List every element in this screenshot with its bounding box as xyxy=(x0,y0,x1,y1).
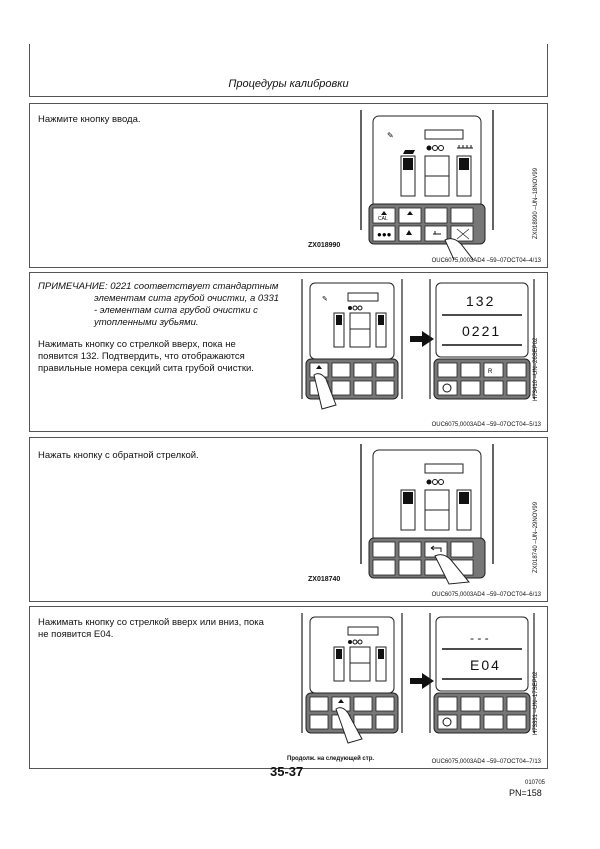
svg-text:✎: ✎ xyxy=(322,296,328,303)
figure-code: ZX018990 –UN–18NOV99 xyxy=(533,167,539,239)
figure-id: ZX018740 xyxy=(308,576,341,583)
ref-code: OUC6075,0003AD4 –59–07OCT04–5/13 xyxy=(431,422,541,428)
keypad-figure xyxy=(300,613,404,749)
page-header xyxy=(29,44,548,97)
note-line-4: утопленными зубьями. xyxy=(94,317,199,328)
figure-code: H73410 –UN–26SEP02 xyxy=(533,337,539,401)
display-top-value: - - - xyxy=(470,631,489,645)
note-text xyxy=(38,281,279,329)
step-line-1: Нажимать кнопку со стрелкой вверх или вниз, пока xyxy=(38,617,264,628)
step-enter-button xyxy=(29,103,548,268)
pn-number: PN=158 xyxy=(509,788,542,798)
svg-text:✎: ✎ xyxy=(387,131,394,140)
note-label: ПРИМЕЧАНИЕ: xyxy=(38,281,108,292)
svg-text:R: R xyxy=(488,369,493,375)
ref-code: OUC6075,0003AD4 –59–07OCT04–7/13 xyxy=(431,759,541,765)
step-text: Нажать кнопку с обратной стрелкой. xyxy=(38,450,199,461)
display-top-value: 132 xyxy=(466,293,496,309)
step-line-1: Нажимать кнопку со стрелкой вверх, пока не xyxy=(38,339,236,350)
step-text xyxy=(38,617,264,641)
display-bottom-value: 0221 xyxy=(462,323,502,339)
step-back-arrow xyxy=(29,437,548,602)
note-line-2: элементам сита грубой очистки, а 0331 xyxy=(94,293,280,304)
figure-code: H73331 –UN–17SEP02 xyxy=(533,671,539,735)
date-code: 010705 xyxy=(525,780,546,786)
svg-text:CAL: CAL xyxy=(378,216,388,222)
step-up-arrow-132 xyxy=(29,272,548,432)
ref-code: OUC6075,0003AD4 –59–07OCT04–6/13 xyxy=(431,592,541,598)
continued-note: Продолж. на следующей стр. xyxy=(287,756,375,762)
ref-code: OUC6075,0003AD4 –59–07OCT04–4/13 xyxy=(431,258,541,264)
step-text xyxy=(38,339,254,375)
figure-code: ZX018740 –UN–29NOV99 xyxy=(533,501,539,573)
page-header-title: Процедуры калибровки xyxy=(228,78,349,90)
step-text: Нажмите кнопку ввода. xyxy=(38,114,141,125)
page-number: 35-37 xyxy=(270,764,304,779)
step-line-3: правильные номера секций сита грубой очистки. xyxy=(38,363,254,374)
step-line-2: не появится E04. xyxy=(38,629,114,640)
keypad-figure xyxy=(300,279,404,415)
note-line-3: - элементам сита грубой очистки с xyxy=(94,305,258,316)
step-up-down-e04 xyxy=(29,606,548,769)
display-bottom-value: E04 xyxy=(470,657,501,673)
step-line-2: появится 132. Подтвердить, что отображаются xyxy=(38,351,245,362)
keypad-figure xyxy=(357,444,497,594)
note-line-1: 0221 соответствует стандартным xyxy=(110,281,279,292)
keypad-figure xyxy=(357,110,497,260)
figure-id: ZX018990 xyxy=(308,242,341,249)
svg-text:●●●: ●●● xyxy=(377,230,392,239)
